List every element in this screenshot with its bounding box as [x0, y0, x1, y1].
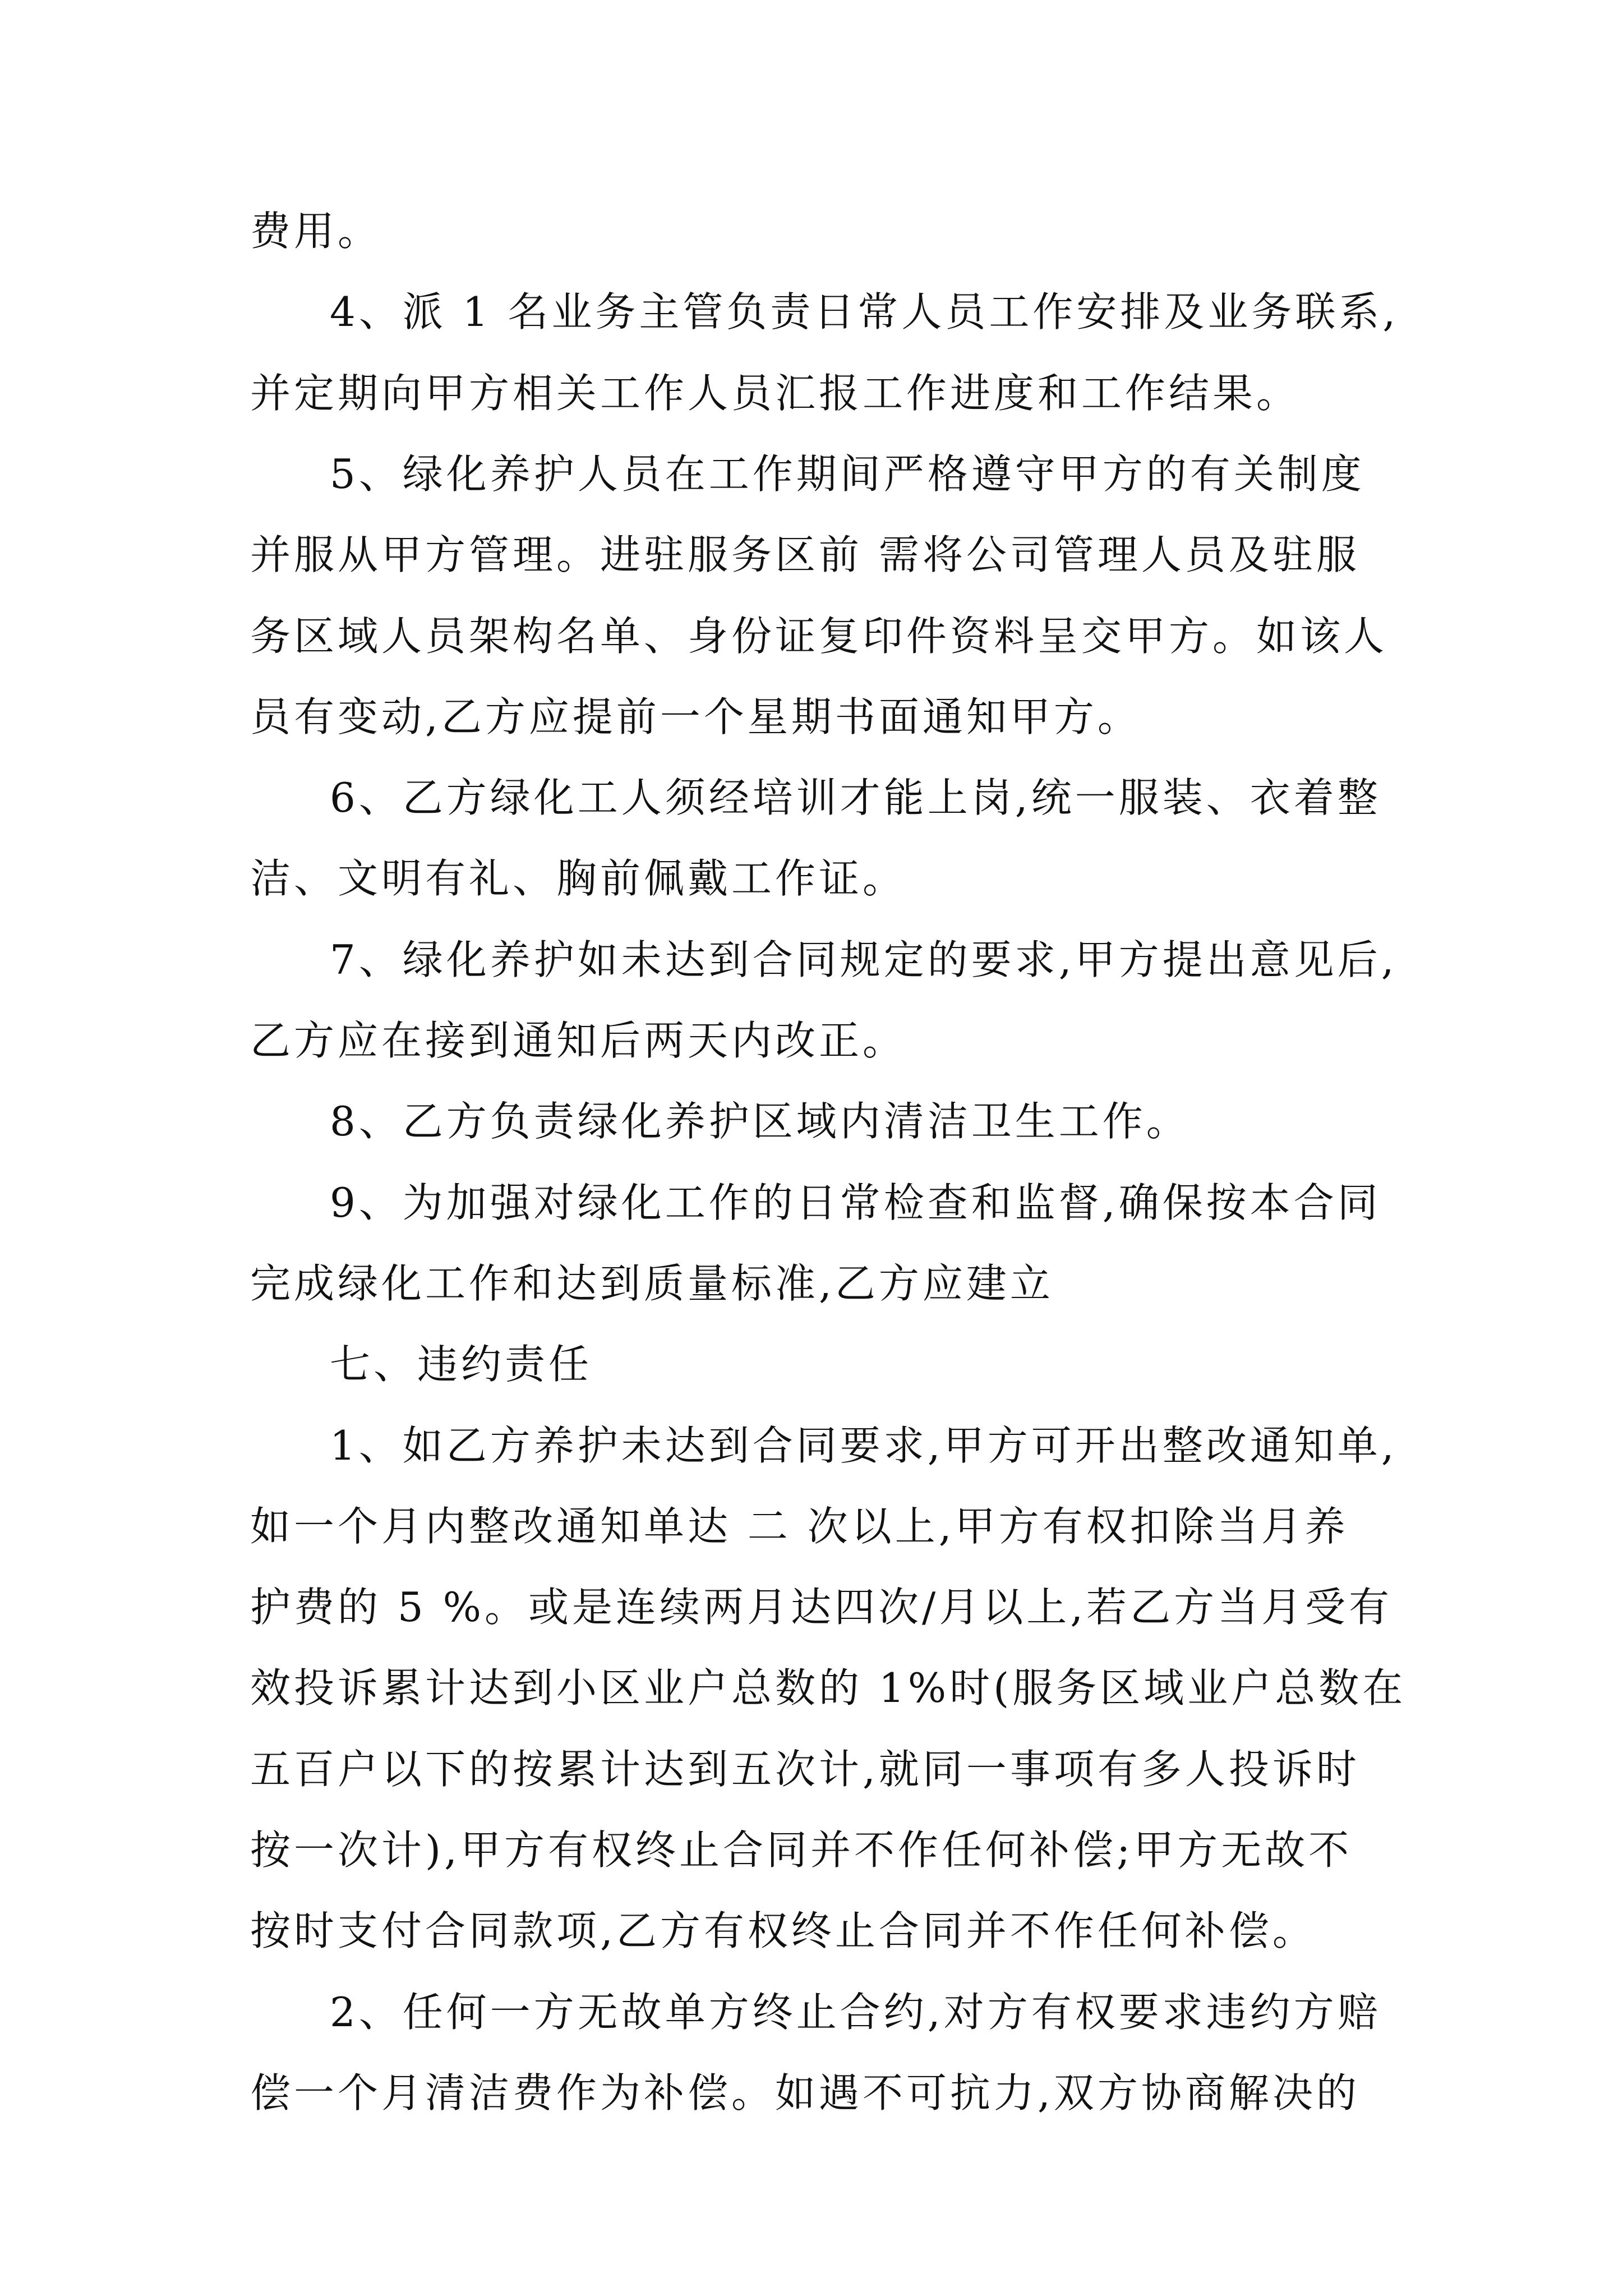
text-line: 4、派 1 名业务主管负责日常人员工作安排及业务联系,	[330, 288, 1399, 335]
text-line: 洁、文明有礼、胸前佩戴工作证。	[250, 855, 907, 902]
text-line: 7、绿化养护如未达到合同规定的要求,甲方提出意见后,	[330, 936, 1398, 983]
text-line: 偿一个月清洁费作为补偿。如遇不可抗力,双方协商解决的	[250, 2069, 1360, 2116]
text-line: 5、绿化养护人员在工作期间严格遵守甲方的有关制度	[330, 450, 1365, 498]
text-line: 七、违约责任	[330, 1341, 593, 1388]
text-line: 乙方应在接到通知后两天内改正。	[250, 1017, 907, 1064]
text-line: 并服从甲方管理。进驻服务区前 需将公司管理人员及驻服	[250, 531, 1360, 578]
text-line: 护费的 5 %。或是连续两月达四次/月以上,若乙方当月受有	[250, 1584, 1393, 1631]
text-line: 并定期向甲方相关工作人员汇报工作进度和工作结果。	[250, 370, 1301, 417]
text-line: 费用。	[250, 208, 382, 255]
text-line: 完成绿化工作和达到质量标准,乙方应建立	[250, 1260, 1054, 1307]
text-line: 8、乙方负责绿化养护区域内清洁卫生工作。	[330, 1098, 1190, 1145]
text-line: 效投诉累计达到小区业户总数的 1%时(服务区域业户总数在	[250, 1664, 1407, 1711]
text-line: 务区域人员架构名单、身份证复印件资料呈交甲方。如该人	[250, 613, 1388, 660]
text-line: 9、为加强对绿化工作的日常检查和监督,确保按本合同	[330, 1179, 1381, 1226]
text-line: 2、任何一方无故单方终止合约,对方有权要求违约方赔	[330, 1989, 1381, 2036]
text-line: 员有变动,乙方应提前一个星期书面通知甲方。	[250, 693, 1141, 740]
text-line: 如一个月内整改通知单达 二 次以上,甲方有权扣除当月养	[250, 1503, 1349, 1550]
text-line: 按时支付合同款项,乙方有权终止合同并不作任何补偿。	[250, 1907, 1316, 1954]
text-line: 6、乙方绿化工人须经培训才能上岗,统一服装、衣着整	[330, 774, 1381, 821]
text-line: 1、如乙方养护未达到合同要求,甲方可开出整改通知单,	[330, 1422, 1398, 1469]
text-line: 五百户以下的按累计达到五次计,就同一事项有多人投诉时	[250, 1746, 1360, 1793]
text-line: 按一次计),甲方有权终止合同并不作任何补偿;甲方无故不	[250, 1826, 1353, 1874]
